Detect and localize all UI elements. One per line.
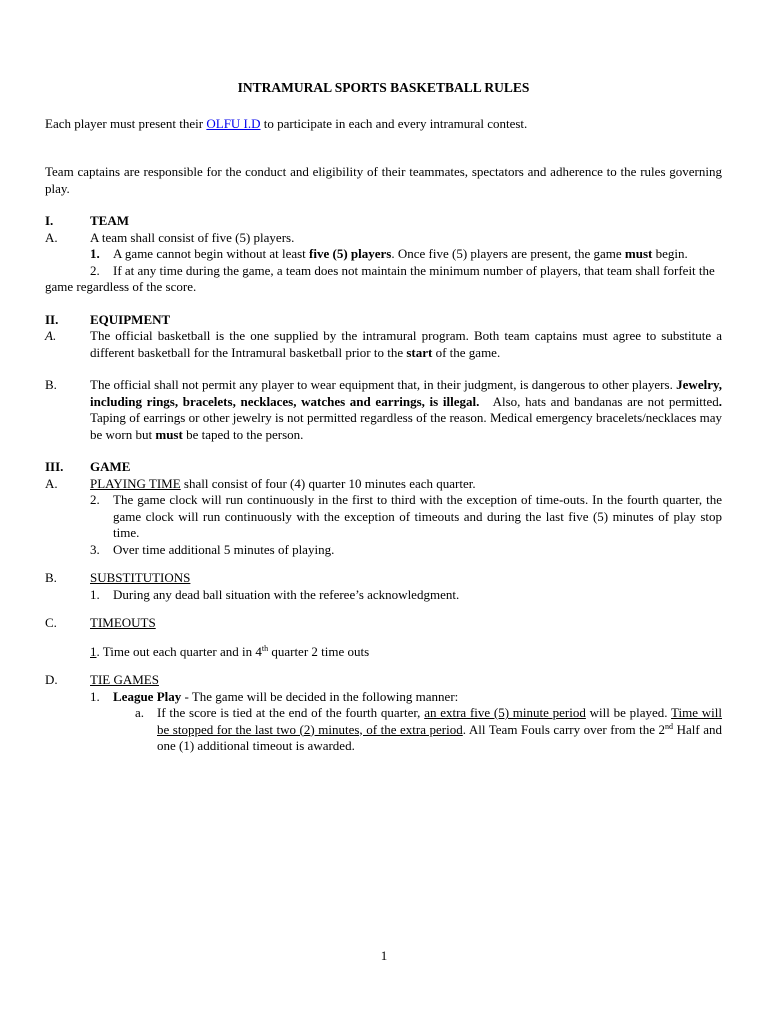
text-run: Half and one (1) additional timeout is awarded. [157, 721, 723, 753]
item-marker: B. [45, 570, 57, 585]
subitem-text [157, 705, 722, 755]
text-run: Taping of earrings or other jewelry is not permitted regardless of the reason. Medical emergency bracelets/necklaces may be worn but [90, 393, 726, 442]
item-text [90, 377, 726, 443]
game-d-subitem-a [45, 705, 722, 755]
item-marker: C. [45, 615, 57, 630]
item-heading: TIE GAMES [90, 672, 159, 687]
item-text [90, 328, 722, 361]
item-marker: A. [45, 475, 58, 491]
equipment-item-a [45, 328, 722, 361]
bold-run: five (5) players [309, 246, 392, 261]
text-run: Also, hats and bandanas are not permitted [479, 393, 719, 409]
subitem-number: 1. [90, 688, 100, 704]
item-heading: SUBSTITUTIONS [90, 570, 191, 585]
text-run: The official shall not permit any player to wear equipment that, in their judgment, is dangerous to other players. [90, 377, 677, 392]
subitem-text: Over time additional 5 minutes of playing. [113, 541, 335, 557]
equipment-item-b [45, 377, 726, 443]
intro-id-text-post: to participate in each and every intramural contest. [260, 115, 528, 131]
game-item-b [45, 570, 722, 587]
underlined-heading: PLAYING TIME [90, 475, 181, 491]
section-heading: TEAM [90, 213, 129, 228]
superscript: nd [665, 721, 674, 731]
text-run: If the score is tied at the end of the fourth quarter, [157, 705, 425, 720]
subitem-text: If at any time during the game, a team does not maintain the minimum number of players, that team shall forfeit the game regardless of the score. [45, 262, 715, 294]
item-text: A team shall consist of five (5) players. [90, 229, 295, 245]
game-item-c [45, 615, 722, 632]
item-marker: B. [45, 377, 57, 392]
document-title: INTRAMURAL SPORTS BASKETBALL RULES [237, 80, 530, 95]
page-number: 1 [380, 948, 388, 963]
superscript: th [261, 643, 269, 653]
game-d-subitem-1 [45, 689, 722, 706]
game-c-subitem-1 [45, 644, 722, 661]
text-run: will be played. [585, 705, 672, 720]
section-number: II. [45, 311, 59, 327]
item-marker: A. [45, 229, 58, 245]
subitem-text: During any dead ball situation with the referee’s acknowledgment. [113, 586, 460, 602]
text-run: A game cannot begin without at least [113, 246, 310, 261]
subitem-number: 1 [90, 643, 97, 659]
subitem-text [113, 246, 722, 263]
subitem-text [113, 689, 722, 706]
bold-run: must [155, 426, 183, 442]
bold-run: . [718, 393, 722, 409]
captains-paragraph: Team captains are responsible for the conduct and eligibility of their teammates, spectators and adherence to the rules governing play. [45, 164, 722, 196]
bold-run: must [624, 246, 653, 261]
section-heading: EQUIPMENT [90, 311, 171, 327]
text-run: quarter 2 time outs [268, 643, 370, 659]
game-b-subitem-1 [45, 587, 722, 604]
game-item-d [45, 672, 722, 689]
text-run: be taped to the person. [182, 426, 304, 442]
game-item-a [45, 476, 722, 493]
text-run: . Once five (5) players are present, the game [391, 246, 625, 261]
text-run: . Time out each quarter and in 4 [96, 643, 262, 659]
olfu-id-link[interactable]: OLFU I.D [206, 115, 261, 131]
item-heading: TIMEOUTS [90, 615, 156, 630]
underlined-run: Time will be stopped for the last two (2) minutes, of the extra period [157, 705, 722, 737]
item-marker: D. [45, 672, 58, 687]
game-a-subitem-2 [45, 492, 722, 542]
team-item-a [45, 230, 722, 247]
subitem-marker: a. [135, 705, 145, 720]
text-run: of the game. [432, 344, 501, 360]
bold-run: Jewelry, including rings, bracelets, necklaces, watches and earrings, is illegal. [90, 377, 726, 409]
section-number: I. [45, 213, 54, 228]
text-run: begin. [652, 246, 688, 261]
underlined-run: an extra five (5) minute period [424, 705, 586, 720]
intro-id-text-pre: Each player must present their [45, 115, 207, 131]
bold-run: start [406, 344, 433, 360]
section-equipment-header [45, 312, 722, 329]
subitem-number: 2. [90, 262, 100, 278]
subitem-number: 2. [90, 492, 100, 507]
item-text [90, 476, 722, 493]
game-a-subitem-3 [45, 542, 722, 559]
section-game-header [45, 459, 722, 476]
subitem-text: The game clock will run continuously in the first to third with the exception of time-outs. In the fourth quarter, the game clock will run continuously with the exception of timeouts and during the last five (5) minutes of play stop time. [113, 492, 722, 540]
document-page [45, 80, 726, 755]
text-run: shall consist of four (4) quarter 10 minutes each quarter. [180, 475, 476, 491]
section-heading: GAME [90, 459, 131, 474]
intro-id-paragraph [45, 116, 722, 133]
section-number: III. [45, 459, 64, 474]
subitem-number: 1. [90, 586, 100, 602]
text-run: . All Team Fouls carry over from the 2 [462, 721, 666, 737]
team-subitem-2 [45, 263, 722, 296]
subitem-number: 3. [90, 541, 100, 557]
team-subitem-1 [45, 246, 722, 263]
bold-run: League Play [113, 688, 182, 704]
text-run: - The game will be decided in the following manner: [181, 688, 459, 704]
text-run: The official basketball is the one supplied by the intramural program. Both team captains must agree to substitute a different basketball for the Intramural basketball prior to the [90, 328, 722, 360]
item-marker: A. [45, 328, 57, 343]
subitem-number: 1. [90, 246, 100, 261]
section-team-header [45, 213, 722, 230]
